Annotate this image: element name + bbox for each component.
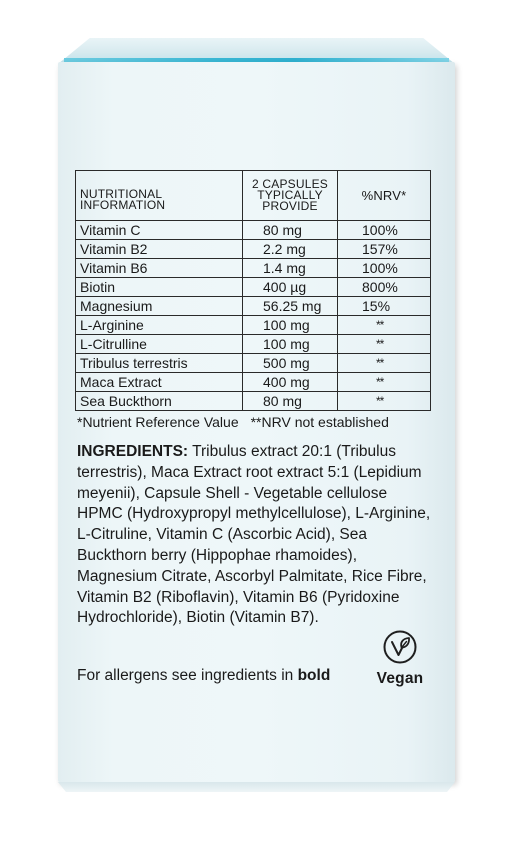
table-row [76, 240, 431, 259]
table-row [76, 373, 431, 392]
nutrient-amount: 80 mg [243, 392, 338, 411]
vegan-badge [371, 630, 429, 686]
nutrient-name: L-Citrulline [76, 335, 243, 354]
header-capsules-provide [243, 171, 338, 221]
nutrient-nrv: 800% [338, 278, 431, 297]
nutrient-amount: 100 mg [243, 316, 338, 335]
nutrient-name: Vitamin C [76, 221, 243, 240]
ingredients-text: Tribulus extract 20:1 (Tribulus terrestris), Maca Extract root extract 5:1 (Lepidium meyenii), Capsule Shell - Vegetable cellulose HPMC (Hydroxypropyl methylcellulose), L-Arginine, L-Citruline, Vitamin C (Ascorbic Acid), Sea Buckthorn berry (Hippophae rhamoides), Magnesium Citrate, Ascorbyl Palmitate, Rice Fibre, Vitamin B2 (Riboflavin), Vitamin B6 (Pyridoxine Hydrochloride), Biotin (Vitamin B7). [77, 443, 431, 627]
header-name-line: NUTRITIONAL [80, 186, 163, 201]
nrv-not-established: **NRV not established [250, 414, 389, 430]
nutrient-amount: 80 mg [243, 221, 338, 240]
nutrient-nrv: 157% [338, 240, 431, 259]
nutrient-amount: 2.2 mg [243, 240, 338, 259]
nutrient-nrv: 15% [338, 297, 431, 316]
nutrient-amount: 56.25 mg [243, 297, 338, 316]
table-row [76, 297, 431, 316]
nutrition-table [75, 170, 431, 411]
nutrient-name: Tribulus terrestris [76, 354, 243, 373]
table-row [76, 278, 431, 297]
nutrient-nrv: ** [338, 354, 431, 373]
nutrient-nrv: ** [338, 373, 431, 392]
nutrient-name: Magnesium [76, 297, 243, 316]
header-name-line: INFORMATION [80, 197, 166, 212]
nutrient-name: Vitamin B2 [76, 240, 243, 259]
nutrient-name: Sea Buckthorn [76, 392, 243, 411]
nutrition-table-header-row [76, 171, 431, 221]
nutrient-nrv: 100% [338, 259, 431, 278]
nrv-footnote [77, 414, 389, 430]
table-row [76, 316, 431, 335]
nutrient-amount: 500 mg [243, 354, 338, 373]
vegan-label: Vegan [376, 670, 424, 687]
nutrient-name: L-Arginine [76, 316, 243, 335]
nutrient-nrv: ** [338, 392, 431, 411]
header-caps-line: 2 CAPSULES [251, 177, 329, 191]
table-row [76, 335, 431, 354]
nutrient-nrv: ** [338, 335, 431, 354]
nutrient-name: Maca Extract [76, 373, 243, 392]
nutrient-amount: 400 mg [243, 373, 338, 392]
nutrient-amount: 1.4 mg [243, 259, 338, 278]
vegan-leaf-icon [383, 630, 417, 664]
allergens-prefix: For allergens see ingredients in [77, 667, 298, 684]
table-row [76, 259, 431, 278]
nutrient-amount: 400 µg [243, 278, 338, 297]
header-caps-line: PROVIDE [262, 199, 318, 213]
table-row [76, 221, 431, 240]
allergens-emphasis: bold [297, 667, 331, 684]
header-nrv: %NRV* [338, 171, 431, 221]
nutrient-name: Biotin [76, 278, 243, 297]
box-bottom-edge [58, 782, 455, 792]
ingredients-paragraph [77, 442, 432, 629]
ingredients-label: INGREDIENTS: [77, 443, 189, 460]
nutrient-nrv: 100% [338, 221, 431, 240]
allergens-note [77, 667, 330, 685]
nrv-definition: *Nutrient Reference Value [77, 414, 239, 430]
nutrient-name: Vitamin B6 [76, 259, 243, 278]
table-row [76, 392, 431, 411]
table-row [76, 354, 431, 373]
header-caps-line: TYPICALLY [257, 188, 323, 202]
nutrient-nrv: ** [338, 316, 431, 335]
nutrient-amount: 100 mg [243, 335, 338, 354]
header-nutritional-information [76, 171, 243, 221]
